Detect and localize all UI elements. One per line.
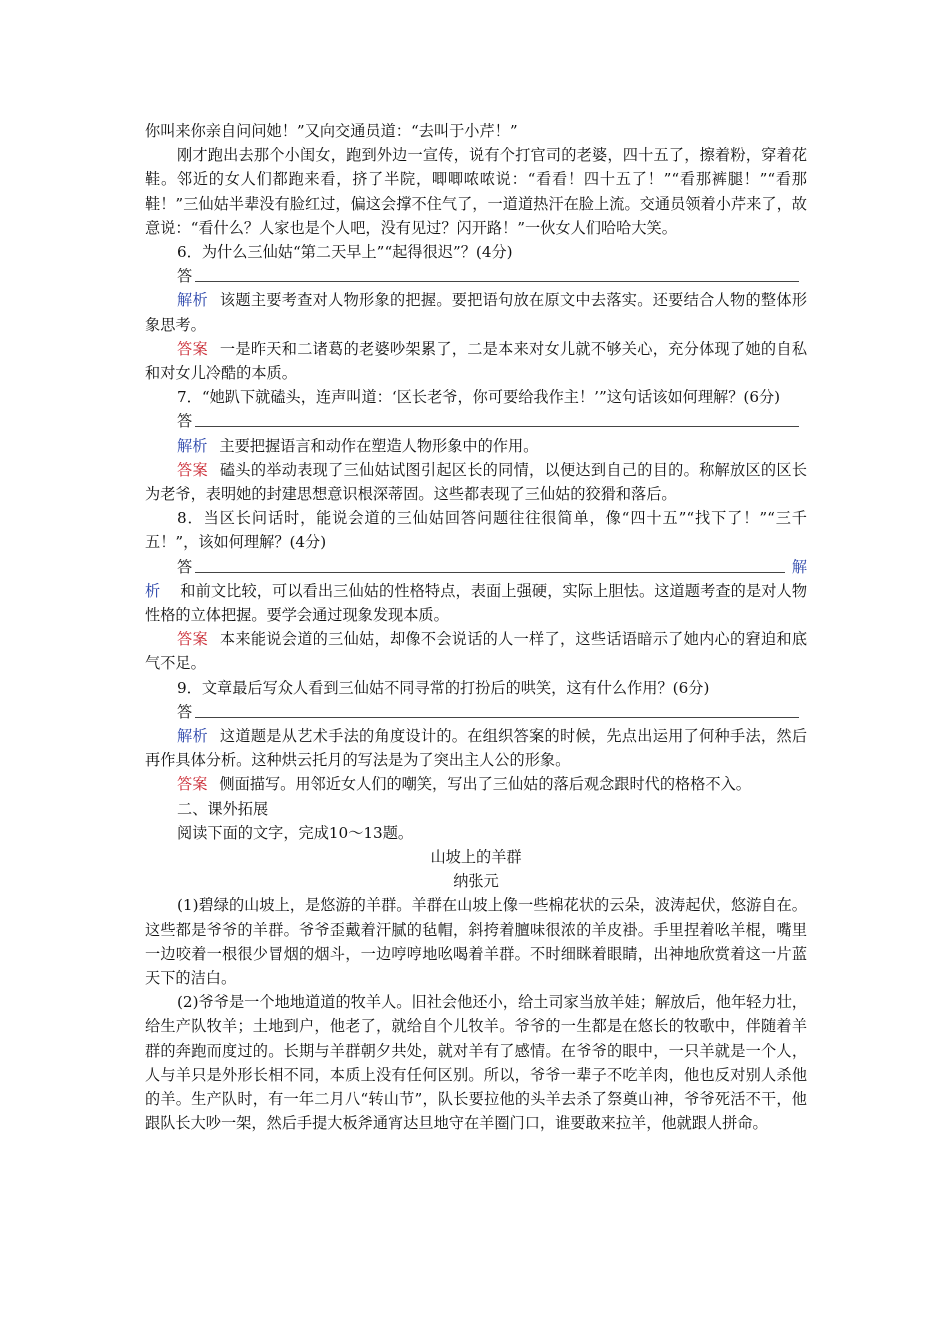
key-text: 一是昨天和二诸葛的老婆吵架累了，二是本来对女儿就不够关心，充分体现了她的自私和对女儿冷酷的本质。: [145, 339, 808, 383]
section-heading: 二、课外拓展: [177, 799, 269, 818]
answer-prompt: 答: [177, 702, 193, 721]
answer-prompt: 答: [177, 267, 193, 286]
passage-line: 你叫来你亲自问问她！”又向交通员道：“去叫于小芹！”: [145, 122, 518, 140]
section-instruction: 阅读下面的文字，完成10～13题。: [177, 823, 414, 842]
key-label: 答案: [177, 339, 208, 358]
analysis-text: 这道题是从艺术手法的角度设计的。在组织答案的时候，先点出运用了何种手法，然后再作具体分析。这种烘云托月的写法是为了突出主人公的形象。: [145, 727, 808, 770]
analysis-7: [145, 434, 807, 458]
key-8: [145, 627, 807, 675]
article-author: 纳张元: [453, 872, 499, 891]
key-7: [145, 458, 807, 506]
key-9: [145, 772, 807, 796]
answer-line-7: [145, 409, 807, 433]
analysis-label-head: 解: [791, 557, 807, 576]
article-paragraph: (2)爷爷是一个地地道道的牧羊人。旧社会他还小，给土司家当放羊娃；解放后，他年轻力壮，给生产队牧羊；土地到户，他老了，就给自个儿牧羊。爷爷的一生都是在悠长的牧歌中，伴随着羊群的奔跑而度过的。长期与羊群朝夕共处，就对羊有了感情。在爷爷的眼中，一只羊就是一个人，人与羊只是外形长相不同，本质上没有任何区别。所以，爷爷一辈子不吃羊肉，他也反对别人杀他的羊。生产队时，有一年二月八“转山节”，队长要拉他的头羊去杀了祭奠山神，爷爷死活不干，他跟队长大吵一架，然后手提大板斧通宵达旦地守在羊圈门口，谁要敢来拉羊，他就跟人拼命。: [145, 993, 807, 1133]
key-label: 答案: [177, 460, 208, 479]
document-page: [145, 119, 807, 1135]
question-7: 7．“她趴下就磕头，连声叫道：‘区长老爷，你可要给我作主！’”这句话该如何理解？(6分): [177, 388, 781, 407]
analysis-label: 解析: [177, 727, 208, 746]
answer-rule: [195, 717, 799, 718]
answer-rule: [195, 426, 799, 427]
key-6: [145, 337, 807, 385]
answer-rule: [195, 281, 799, 282]
analysis-9: [145, 724, 807, 772]
passage-paragraph: 刚才跑出去那个小闺女，跑到外边一宣传，说有个打官司的老婆，四十五了，擦着粉，穿着花鞋。邻近的女人们都跑来看，挤了半院，唧唧哝哝说：“看看！四十五了！”“看那裤腿！”“看那鞋！”三仙姑半辈没有脸红过，偏这会撑不住气了，一道道热汗在脸上流。交通员领着小芹来了，故意说：“看什么？人家也是个人吧，没有见过？闪开路！”一伙女人们哈哈大笑。: [145, 146, 807, 237]
answer-rule: [195, 572, 785, 573]
question-6: 6．为什么三仙姑“第二天早上”“起得很迟”？(4分): [177, 243, 513, 262]
article-title: 山坡上的羊群: [430, 848, 522, 867]
answer-line-6: [145, 264, 807, 288]
analysis-6: [145, 288, 807, 336]
answer-prompt: 答: [177, 412, 193, 431]
answer-line-9: [145, 700, 807, 724]
article-paragraph: (1)碧绿的山坡上，是悠游的羊群。羊群在山坡上像一些棉花状的云朵，波涛起伏，悠游自在。这些都是爷爷的羊群。爷爷歪戴着汗腻的毡帽，斜挎着膻味很浓的羊皮褂。手里捏着吆羊棍，嘴里一边咬着一根很少冒烟的烟斗，一边哼哼地吆喝着羊群。不时细眯着眼睛，出神地欣赏着这一片蓝天下的洁白。: [145, 896, 807, 988]
analysis-8: [145, 579, 807, 627]
answer-line-8: [145, 555, 807, 579]
analysis-text: 该题主要考查对人物形象的把握。要把语句放在原文中去落实。还要结合人物的整体形象思考。: [145, 291, 808, 334]
analysis-label: 解析: [177, 291, 208, 310]
analysis-label-tail: 析: [145, 581, 161, 600]
key-label: 答案: [177, 630, 208, 649]
analysis-text: 主要把握语言和动作在塑造人物形象中的作用。: [219, 436, 539, 455]
key-label: 答案: [177, 775, 208, 794]
analysis-text: 和前文比较，可以看出三仙姑的性格特点，表面上强硬，实际上胆怯。这道题考查的是对人物性格的立体把握。要学会通过现象发现本质。: [145, 581, 808, 625]
key-text: 侧面描写。用邻近女人们的嘲笑，写出了三仙姑的落后观念跟时代的格格不入。: [219, 775, 751, 794]
answer-prompt: 答: [177, 557, 193, 576]
key-text: 本来能说会道的三仙姑，却像不会说话的人一样了，这些话语暗示了她内心的窘迫和底气不足。: [145, 630, 808, 673]
analysis-label: 解析: [177, 436, 208, 455]
question-8: 8．当区长问话时，能说会道的三仙姑回答问题往往很简单，像“四十五”“找下了！”“三千五！”，该如何理解？(4分): [145, 509, 807, 552]
key-text: 磕头的举动表现了三仙姑试图引起区长的同情，以便达到自己的目的。称解放区的区长为老爷，表明她的封建思想意识根深蒂固。这些都表现了三仙姑的狡猾和落后。: [145, 460, 808, 504]
question-9: 9．文章最后写众人看到三仙姑不同寻常的打扮后的哄笑，这有什么作用？(6分): [177, 678, 710, 697]
